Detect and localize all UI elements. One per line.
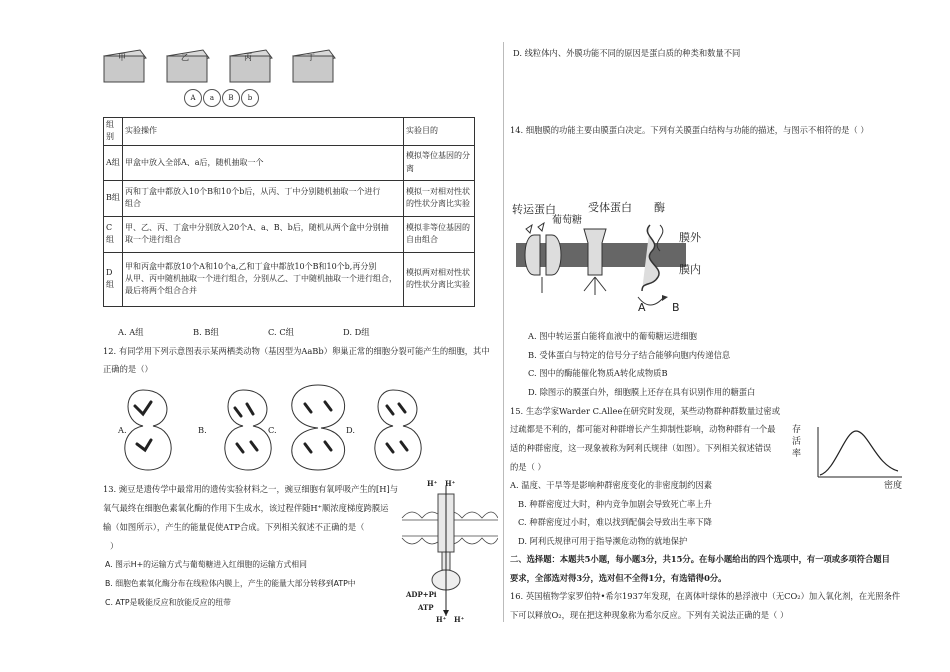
q12-stem-line2: 正确的是（） [103, 364, 153, 374]
row-operation: 甲、乙、丙、丁盒中分别放入20个A、a、B、b后，随机从两个盒中分别抽 取一个进行组合 [123, 216, 404, 252]
label-glucose: 葡萄糖 [552, 215, 582, 226]
curve-ylabel-2: 活 [792, 437, 802, 447]
q14-option-a[interactable]: A. 图中转运蛋白能将血液中的葡萄糖运进细胞 [528, 331, 697, 341]
label-substance-a: A [638, 301, 646, 314]
table-row [104, 252, 475, 306]
label-substance-b: B [672, 301, 680, 314]
boxes-svg [100, 46, 360, 90]
q15-stem-line1: 15. 生态学家Warder C.Allee在研究时发现，某些动物群种群数量过密或 [510, 406, 781, 416]
h-ion-top-left: H⁺ [427, 479, 438, 488]
q13-stem-line4: ） [110, 541, 119, 551]
q13-stem-line3: 输（如图所示），产生的能量促使ATP合成。下列相关叙述不正确的是（ [103, 522, 365, 532]
table-row [104, 145, 475, 180]
cell-diagrams-svg [103, 380, 483, 475]
table-row [104, 180, 475, 216]
box-label-yi: 乙 [181, 53, 189, 62]
ball-a: a [203, 89, 221, 107]
allee-curve-figure [790, 425, 910, 495]
curve-ylabel-3: 率 [792, 449, 802, 459]
curve-xlabel: 密度 [884, 481, 903, 491]
label-enzyme: 酶 [654, 201, 665, 214]
h-ion-bottom-left: H⁺ [436, 615, 447, 624]
q15-option-b[interactable]: B. 种群密度过大时，种内竞争加剧会导致死亡率上升 [518, 499, 712, 509]
q12-cell-figures [103, 380, 483, 475]
row-group: A组 [104, 145, 123, 180]
atp-synthase-svg [398, 476, 498, 626]
q14-option-b[interactable]: B. 受体蛋白与特定的信号分子结合能够向胞内传递信息 [528, 350, 731, 360]
table-header-row [104, 118, 475, 146]
row-group: B组 [104, 180, 123, 216]
h-ion-top-right: H⁺ [445, 479, 456, 488]
row-goal: 模拟等位基因的分 离 [404, 145, 475, 180]
header-goal: 实验目的 [404, 118, 475, 146]
q13-option-b[interactable]: B. 细胞色素氧化酶分布在线粒体内膜上，产生的能量大部分转移到ATP中 [105, 579, 356, 588]
experiment-table [103, 117, 475, 307]
q15-option-d[interactable]: D. 阿利氏规律可用于指导濒危动物的就地保护 [518, 536, 688, 546]
row-operation: 丙和丁盒中都放入10个B和10个b后，从丙、丁中分别随机抽取一个进行 组合 [123, 180, 404, 216]
q12-label-b[interactable]: B. [198, 425, 207, 435]
q14-stem: 14. 细胞膜的功能主要由膜蛋白决定。下列有关膜蛋白结构与功能的描述，与图示不相符的是（ ） [510, 125, 869, 135]
box-label-jia: 甲 [118, 53, 126, 62]
q15-option-a[interactable]: A. 温度、干旱等是影响种群密度变化的非密度制约因素 [510, 480, 713, 490]
box-label-bing: 丙 [244, 53, 252, 62]
row-goal: 模拟非等位基因的 自由组合 [404, 216, 475, 252]
section2-heading-line2: 要求，全部选对得3分，选对但不全得1分，有选错得0分。 [510, 573, 727, 583]
row-group: D组 [104, 252, 123, 306]
q13-stem-line2: 氧气最终在细胞色素氧化酶的作用下生成水，该过程伴随H⁺顺浓度梯度跨膜运 [103, 503, 389, 513]
q13-option-a[interactable]: A. 图示H+的运输方式与葡萄糖进入红细胞的运输方式相同 [105, 560, 307, 569]
q14-option-c[interactable]: C. 图中的酶能催化物质A转化成物质B [528, 368, 668, 378]
atp-label: ATP [418, 603, 434, 612]
ball-b: b [241, 89, 259, 107]
q16-stem-line1: 16. 英国植物学家罗伯特•希尔1937年发现，在离体叶绿体的悬浮液中（无CO₂）加入氧化剂，在光照条件 [510, 591, 901, 601]
allee-curve-svg [790, 425, 910, 485]
curve-ylabel-1: 存 [792, 425, 802, 435]
row-group: C组 [104, 216, 123, 252]
ball-A: A [184, 89, 202, 107]
q16-stem-line2: 下可以释放O₂，现在把这种现象称为希尔反应。下列有关说法正确的是（ ） [510, 610, 789, 620]
adp-label: ADP+Pi [406, 590, 437, 599]
label-inside: 膜内 [679, 263, 701, 276]
row-operation: 甲和丙盒中都放10个A和10个a,乙和丁盒中都放10个B和10个b,再分别 从甲、丙中随机抽取一个进行组合，分别从乙、丁中随机抽取一个进行组合， 最后将两个组合合并 [123, 252, 404, 306]
q12-label-d[interactable]: D. [346, 425, 355, 435]
q11-option-d[interactable]: D. D组 [343, 327, 370, 337]
q12-label-a[interactable]: A. [118, 425, 127, 435]
row-goal: 模拟一对相对性状 的性状分离比实验 [404, 180, 475, 216]
q15-stem-line3: 适的种群密度，这一现象被称为阿利氏规律（如图）。下列相关叙述错误 [510, 443, 772, 453]
q13-option-c[interactable]: C. ATP是吸能反应和放能反应的纽带 [105, 598, 231, 607]
q12-label-c[interactable]: C. [268, 425, 277, 435]
section2-heading-line1: 二、选择题：本题共5小题，每小题3分，共15分。在每小题给出的四个选项中，有一项或多项符合题目 [510, 554, 890, 564]
q12-stem-line1: 12. 有同学用下列示意图表示某两栖类动物（基因型为AaBb）卵巢正常的细胞分裂可能产生的细胞，其中 [103, 346, 490, 356]
label-receptor-protein: 受体蛋白 [588, 201, 632, 214]
q15-stem-line4: 的是（ ） [510, 462, 546, 472]
row-goal: 模拟两对相对性状 的性状分离比实验 [404, 252, 475, 306]
header-operation: 实验操作 [123, 118, 404, 146]
row-operation: 甲盒中放入全部A、a后，随机抽取一个 [123, 145, 404, 180]
q13-option-d[interactable]: D. 线粒体内、外膜功能不同的原因是蛋白质的种类和数量不同 [513, 48, 741, 58]
header-group: 组别 [104, 118, 123, 146]
q11-option-a[interactable]: A. A组 [118, 327, 144, 337]
q11-option-b[interactable]: B. B组 [193, 327, 219, 337]
q15-stem-line2: 过疏都是不利的，都可能对种群增长产生抑制性影响，动物种群有一个最 [510, 424, 776, 434]
ball-B: B [222, 89, 240, 107]
q15-option-c[interactable]: C. 种群密度过小时，难以找到配偶会导致出生率下降 [518, 517, 712, 527]
q13-stem-line1: 13. 豌豆是遗传学中最常用的遗传实验材料之一，豌豆细胞有氧呼吸产生的[H]与 [103, 484, 399, 494]
table-row [104, 216, 475, 252]
atp-synthase-figure [398, 476, 498, 626]
label-outside: 膜外 [679, 231, 701, 244]
column-divider [503, 42, 504, 622]
q11-option-c[interactable]: C. C组 [268, 327, 294, 337]
h-ion-bottom-right: H⁺ [454, 615, 465, 624]
q14-option-d[interactable]: D. 除图示的膜蛋白外，细胞膜上还存在具有识别作用的糖蛋白 [528, 387, 756, 397]
box-label-ding: 丁 [307, 53, 315, 62]
membrane-protein-figure [512, 195, 722, 315]
label-transport-protein: 转运蛋白 [512, 203, 556, 216]
